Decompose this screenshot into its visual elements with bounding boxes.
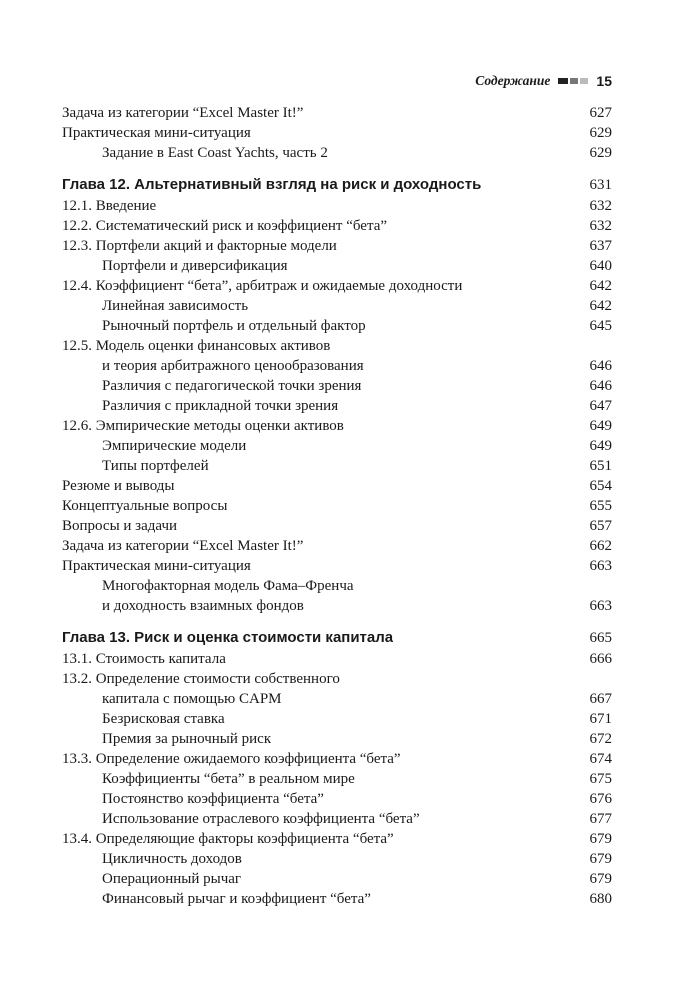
toc-entry	[62, 123, 612, 143]
toc-entry-title: Использование отраслевого коэффициента “бета”	[102, 811, 420, 827]
toc-entry-page: 654	[589, 478, 612, 494]
toc-entry-title: 12.4. Коэффициент “бета”, арбитраж и ожидаемые доходности	[62, 278, 463, 294]
toc-entry	[62, 749, 612, 769]
toc-entry-title: Финансовый рычаг и коэффициент “бета”	[102, 891, 371, 907]
toc-entry-page: 663	[589, 598, 612, 614]
toc-entry-title: Безрисковая ставка	[102, 711, 225, 727]
toc-entry-title: Задача из категории “Excel Master It!”	[62, 538, 304, 554]
toc-entry-page: 637	[589, 238, 612, 254]
toc-entry-title: Эмпирические модели	[102, 438, 247, 454]
toc-entry	[62, 496, 612, 516]
toc-entry	[62, 889, 612, 909]
toc-entry-page: 676	[589, 791, 612, 807]
toc-entry-title: Цикличность доходов	[102, 851, 242, 867]
toc-entry-page: 642	[589, 298, 612, 314]
toc-entry-title: Задача из категории “Excel Master It!”	[62, 105, 304, 121]
toc-entry-title: капитала с помощью CAPM	[102, 691, 282, 707]
toc-entry	[62, 376, 612, 396]
toc-entry-title: Глава 12. Альтернативный взгляд на риск и доходность	[62, 176, 482, 193]
toc-entry-page: 672	[589, 731, 612, 747]
toc-entry	[62, 516, 612, 536]
toc-entry	[62, 829, 612, 849]
toc-entry	[62, 256, 612, 276]
toc-entry-page: 640	[589, 258, 612, 274]
toc-entry	[62, 649, 612, 669]
toc-entry	[62, 809, 612, 829]
toc-entry-page: 662	[589, 538, 612, 554]
toc-entry-page: 632	[589, 198, 612, 214]
toc-entry-title: и доходность взаимных фондов	[102, 598, 304, 614]
toc-entry	[62, 556, 612, 576]
toc-chapter-entry	[62, 174, 612, 195]
page-number: 15	[596, 73, 612, 89]
ornament-bar-light	[580, 78, 588, 84]
toc-entry	[62, 729, 612, 749]
toc-entry	[62, 436, 612, 456]
toc-entry-title: Вопросы и задачи	[62, 518, 178, 534]
toc-entry-page: 629	[589, 125, 612, 141]
toc-entry-title: Операционный рычаг	[102, 871, 242, 887]
toc-entry	[62, 416, 612, 436]
toc-entry-page: 642	[589, 278, 612, 294]
toc-entry	[62, 576, 612, 596]
toc-entry-title: Портфели и диверсификация	[102, 258, 288, 274]
toc-entry	[62, 536, 612, 556]
toc-entry	[62, 196, 612, 216]
toc-entry	[62, 689, 612, 709]
toc-entry-page: 649	[589, 418, 612, 434]
toc-entry-page: 665	[589, 630, 612, 646]
header-title: Содержание	[475, 73, 551, 88]
toc-entry-page: 667	[589, 691, 612, 707]
toc-entry-page: 631	[589, 177, 612, 193]
toc-entry-page: 645	[589, 318, 612, 334]
toc-entry-title: Различия с прикладной точки зрения	[102, 398, 339, 414]
toc-entry	[62, 236, 612, 256]
toc-entry-title: Различия с педагогической точки зрения	[102, 378, 362, 394]
toc-entry-page: 657	[589, 518, 612, 534]
toc-entry	[62, 296, 612, 316]
toc-chapter-entry	[62, 627, 612, 648]
toc-entry-title: 12.6. Эмпирические методы оценки активов	[62, 418, 344, 434]
toc-entry	[62, 789, 612, 809]
toc-entry-title: Резюме и выводы	[62, 478, 175, 494]
toc-entry-title: Задание в East Coast Yachts, часть 2	[102, 145, 328, 161]
toc-entry-title: Практическая мини-ситуация	[62, 558, 251, 574]
toc-entry	[62, 143, 612, 163]
toc-entry-title: Постоянство коэффициента “бета”	[102, 791, 324, 807]
toc-entry-title: Рыночный портфель и отдельный фактор	[102, 318, 366, 334]
toc-entry-page: 677	[589, 811, 612, 827]
toc-entry-page: 627	[589, 105, 612, 121]
table-of-contents	[62, 103, 612, 909]
toc-entry-title: Практическая мини-ситуация	[62, 125, 251, 141]
toc-entry-page: 646	[589, 358, 612, 374]
toc-entry-title: 12.1. Введение	[62, 198, 157, 214]
toc-entry-page: 675	[589, 771, 612, 787]
toc-entry-page: 679	[589, 871, 612, 887]
toc-entry	[62, 596, 612, 616]
toc-entry	[62, 456, 612, 476]
toc-entry	[62, 276, 612, 296]
toc-entry-page: 674	[589, 751, 612, 767]
toc-entry	[62, 316, 612, 336]
toc-entry	[62, 669, 612, 689]
toc-entry-page: 666	[589, 651, 612, 667]
toc-entry-title: Глава 13. Риск и оценка стоимости капитала	[62, 629, 394, 646]
header-ornament	[558, 78, 588, 84]
toc-entry-page: 679	[589, 851, 612, 867]
toc-entry	[62, 849, 612, 869]
toc-entry	[62, 476, 612, 496]
toc-entry-title: 12.3. Портфели акций и факторные модели	[62, 238, 337, 254]
toc-entry-title: Премия за рыночный риск	[102, 731, 272, 747]
toc-entry	[62, 396, 612, 416]
toc-entry	[62, 103, 612, 123]
toc-entry-page: 632	[589, 218, 612, 234]
toc-entry	[62, 709, 612, 729]
toc-entry-page: 649	[589, 438, 612, 454]
toc-entry-title: Коэффициенты “бета” в реальном мире	[102, 771, 355, 787]
toc-entry	[62, 216, 612, 236]
toc-entry-title: Концептуальные вопросы	[62, 498, 228, 514]
toc-entry-title: Линейная зависимость	[102, 298, 249, 314]
toc-entry-page: 671	[589, 711, 612, 727]
toc-entry-page: 680	[589, 891, 612, 907]
toc-entry-title: Многофакторная модель Фама–Френча	[102, 578, 354, 594]
toc-entry-title: 12.5. Модель оценки финансовых активов	[62, 338, 331, 354]
toc-entry-page: 646	[589, 378, 612, 394]
toc-entry-title: 13.3. Определение ожидаемого коэффициента “бета”	[62, 751, 401, 767]
toc-entry-title: Типы портфелей	[102, 458, 209, 474]
toc-entry	[62, 869, 612, 889]
toc-entry-page: 629	[589, 145, 612, 161]
toc-entry	[62, 769, 612, 789]
toc-entry-page: 647	[589, 398, 612, 414]
ornament-bar-dark	[558, 78, 568, 84]
toc-entry-page: 651	[589, 458, 612, 474]
running-header	[62, 70, 612, 92]
toc-entry-page: 663	[589, 558, 612, 574]
toc-entry-page: 655	[589, 498, 612, 514]
toc-entry	[62, 356, 612, 376]
toc-entry-title: и теория арбитражного ценообразования	[102, 358, 364, 374]
ornament-bar-mid	[570, 78, 578, 84]
toc-entry-title: 13.1. Стоимость капитала	[62, 651, 226, 667]
toc-entry-page: 679	[589, 831, 612, 847]
toc-entry-title: 12.2. Систематический риск и коэффициент “бета”	[62, 218, 388, 234]
toc-entry-title: 13.4. Определяющие факторы коэффициента “бета”	[62, 831, 394, 847]
toc-entry-title: 13.2. Определение стоимости собственного	[62, 671, 340, 687]
toc-entry	[62, 336, 612, 356]
